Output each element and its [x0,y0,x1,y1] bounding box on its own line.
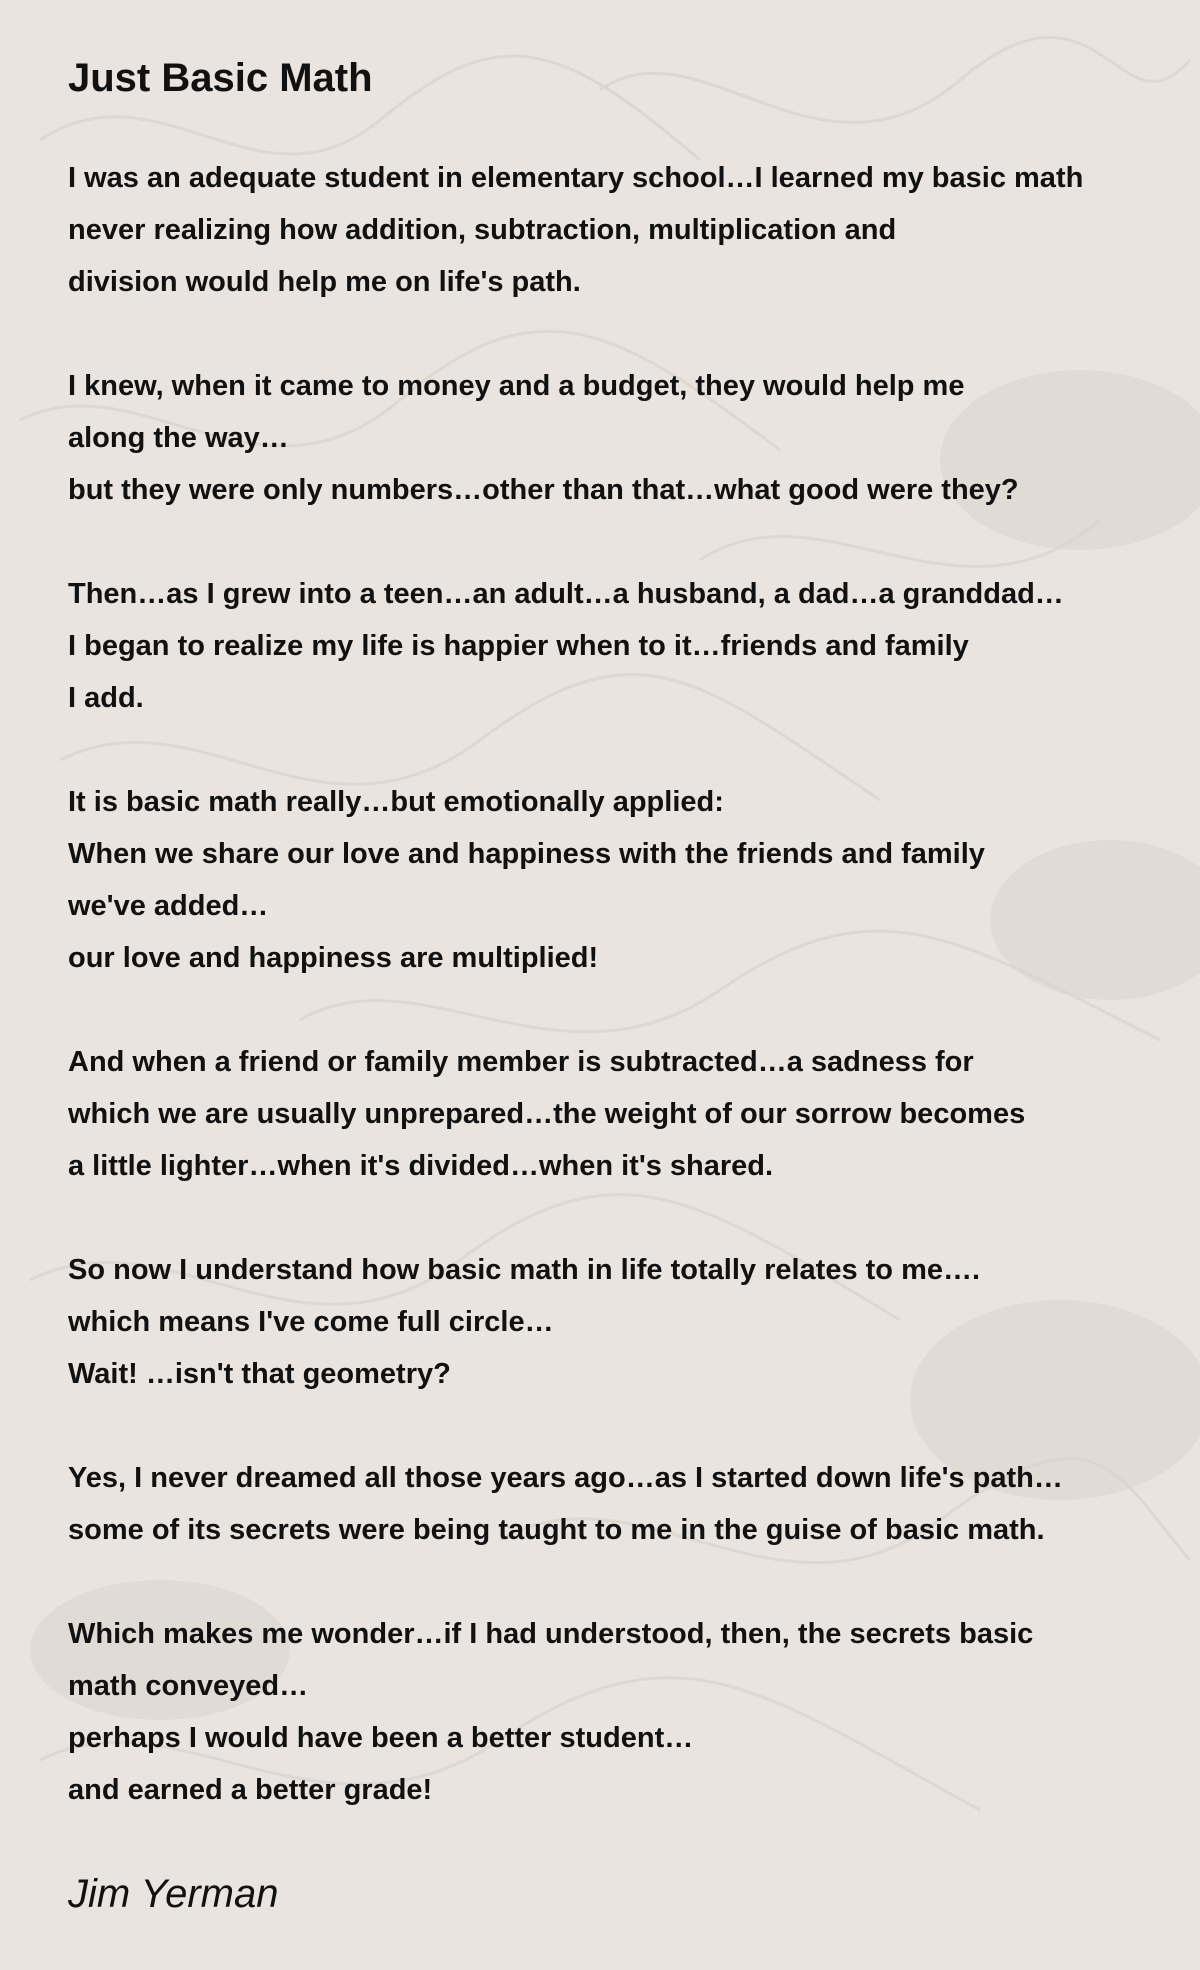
poem-line: along the way… [68,422,289,454]
poem-line: Which makes me wonder…if I had understood, then, the secrets basic [68,1618,1034,1650]
poem-line: Yes, I never dreamed all those years ago…as I started down life's path… [68,1462,1063,1494]
poem-line: our love and happiness are multiplied! [68,942,599,974]
poem-stanza [68,776,1188,984]
poem-line: When we share our love and happiness with the friends and family [68,838,985,870]
poem-stanza [68,568,1188,724]
poem-stanza [68,1244,1188,1400]
poem-line: we've added… [68,890,269,922]
poem-line: Then…as I grew into a teen…an adult…a husband, a dad…a granddad… [68,578,1064,610]
poem-line: I began to realize my life is happier when to it…friends and family [68,630,969,662]
poem-line: perhaps I would have been a better student… [68,1722,694,1754]
poem-author: Jim Yerman [68,1872,279,1916]
poem-line: and earned a better grade! [68,1774,433,1806]
poem [68,48,1188,1920]
poem-line: And when a friend or family member is subtracted…a sadness for [68,1046,974,1078]
poem-line: Wait! …isn't that geometry? [68,1358,451,1390]
poem-stanza [68,1036,1188,1192]
poem-stanza [68,1452,1188,1556]
poem-body [68,152,1188,1816]
poem-line: which means I've come full circle… [68,1306,554,1338]
poem-line: division would help me on life's path. [68,266,581,298]
poem-line: I was an adequate student in elementary school…I learned my basic math [68,162,1084,194]
poem-line: I add. [68,682,144,714]
poem-stanza [68,1608,1188,1816]
poem-stanza [68,152,1188,308]
poem-line: So now I understand how basic math in life totally relates to me…. [68,1254,981,1286]
poem-line: I knew, when it came to money and a budget, they would help me [68,370,965,402]
poem-line: some of its secrets were being taught to me in the guise of basic math. [68,1514,1045,1546]
poem-line: never realizing how addition, subtraction, multiplication and [68,214,897,246]
poem-line: but they were only numbers…other than that…what good were they? [68,474,1019,506]
poem-line: It is basic math really…but emotionally applied: [68,786,724,818]
poem-title: Just Basic Math [68,56,373,100]
poem-line: a little lighter…when it's divided…when it's shared. [68,1150,774,1182]
poem-line: which we are usually unprepared…the weight of our sorrow becomes [68,1098,1026,1130]
poem-line: math conveyed… [68,1670,309,1702]
poem-stanza [68,360,1188,516]
